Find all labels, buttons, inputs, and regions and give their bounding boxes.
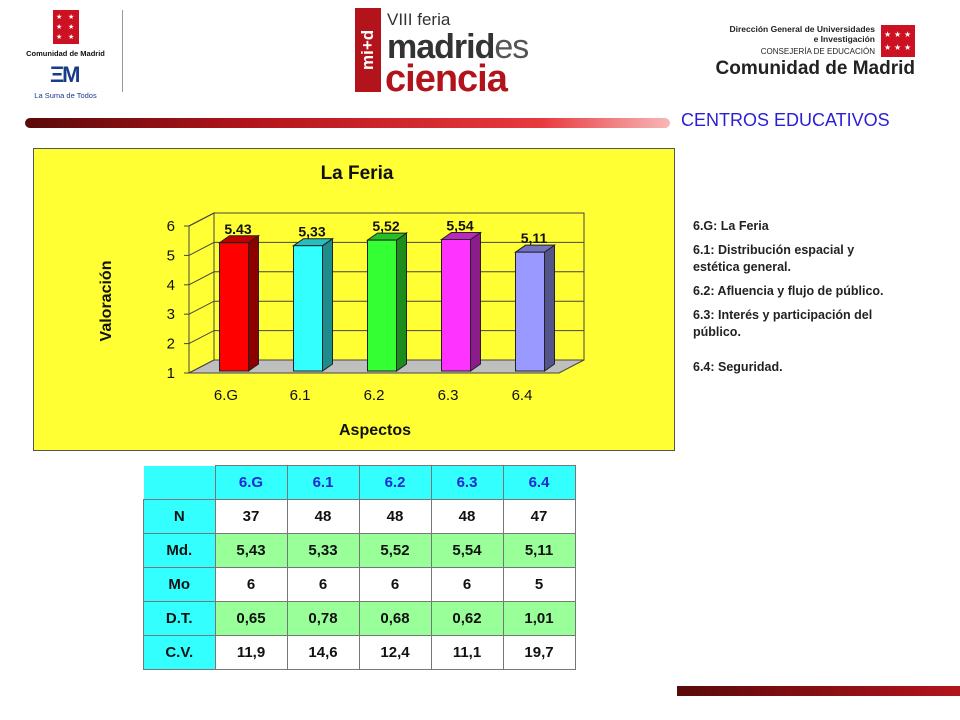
- table-row: [144, 534, 576, 568]
- x-axis-title: Aspectos: [338, 422, 412, 439]
- table-cell: 1,01: [503, 602, 575, 636]
- right-logo-line4: Comunidad de Madrid: [715, 58, 915, 79]
- data-label: 5,33: [298, 223, 326, 240]
- table-row: [144, 602, 576, 636]
- table-cell: 47: [503, 500, 575, 534]
- x-tick-label: 6.3: [437, 387, 459, 404]
- table-cell: 48: [359, 500, 431, 534]
- table-cell: 0,78: [287, 602, 359, 636]
- x-tick-label: 6.1: [289, 387, 311, 404]
- right-logo-line2: e Investigación: [813, 34, 875, 44]
- table-cell: 11,1: [431, 636, 503, 670]
- table-row: [144, 500, 576, 534]
- table-row: [144, 568, 576, 602]
- table-cell: 5,11: [503, 534, 575, 568]
- table-header-row: [144, 466, 576, 500]
- y-tick-label: 3: [166, 306, 175, 324]
- bar: [220, 243, 249, 371]
- footer-red-bar: [677, 686, 960, 696]
- table-cell: 37: [215, 500, 287, 534]
- data-label: 5,11: [520, 230, 548, 247]
- svg-text:★: ★: [894, 30, 902, 39]
- bar: [368, 240, 397, 371]
- right-logo-line3: CONSEJERÍA DE EDUCACIÓN: [760, 47, 875, 56]
- table-cell: 6: [431, 568, 503, 602]
- table-cell: 5,43: [215, 534, 287, 568]
- left-wall: [189, 213, 214, 373]
- stars-icon: [881, 25, 915, 57]
- bar-side: [397, 233, 407, 371]
- feria-es-word: es: [494, 28, 529, 66]
- table-cell: 12,4: [359, 636, 431, 670]
- svg-text:★: ★: [894, 43, 902, 52]
- madrid-flag-icon-right: [881, 25, 915, 57]
- bar: [294, 246, 323, 371]
- feria-madrid-word: madrid: [387, 28, 495, 66]
- header-divider: [122, 10, 123, 92]
- bar-side: [323, 239, 333, 371]
- bar-side: [471, 233, 481, 371]
- direccion-general-logo: [700, 22, 915, 82]
- row-header: N: [144, 500, 216, 534]
- table-cell: 5,52: [359, 534, 431, 568]
- svg-text:★: ★: [884, 30, 892, 39]
- legend-item-6-2: 6.2: Afluencia y flujo de público.: [693, 284, 884, 298]
- table-cell: 5,33: [287, 534, 359, 568]
- y-tick-label: 4: [166, 276, 175, 294]
- table-cell: 48: [287, 500, 359, 534]
- table-cell: 5,54: [431, 534, 503, 568]
- table-cell: 48: [431, 500, 503, 534]
- bar-side: [545, 245, 555, 371]
- y-tick-label: 5: [166, 247, 175, 265]
- row-header: Mo: [144, 568, 216, 602]
- stats-table: [143, 465, 576, 670]
- logo-tagline: La Suma de Todos: [34, 91, 97, 100]
- x-tick-label: 6.G: [213, 387, 239, 404]
- bar: [442, 240, 471, 371]
- y-tick-label: 2: [166, 335, 175, 353]
- svg-text:★: ★: [884, 43, 892, 52]
- y-tick-label: 6: [166, 218, 175, 235]
- data-label: 5.43: [224, 220, 252, 237]
- svg-text:★: ★: [904, 30, 912, 39]
- logo-name: Comunidad de Madrid: [26, 49, 105, 58]
- header-red-bar: [25, 118, 670, 128]
- bar-side: [249, 236, 259, 371]
- table-header-cell: 6.1: [287, 466, 359, 500]
- row-header: D.T.: [144, 602, 216, 636]
- y-tick-label: 1: [166, 365, 175, 382]
- table-cell: 5: [503, 568, 575, 602]
- table-header-cell: 6.2: [359, 466, 431, 500]
- madrid-flag-icon: ★ ★ ★ ★ ★ ★: [53, 10, 79, 44]
- bar-chart: [33, 148, 675, 451]
- chart-svg: [34, 149, 676, 452]
- feria-logo: [355, 8, 555, 98]
- svg-text:★: ★: [904, 43, 912, 52]
- x-tick-label: 6.4: [511, 387, 533, 404]
- table-header-cell: 6.3: [431, 466, 503, 500]
- feria-ciencia: ciencia: [385, 58, 507, 100]
- row-header: C.V.: [144, 636, 216, 670]
- y-axis-title: Valoración: [98, 260, 115, 342]
- table-cell: 0,68: [359, 602, 431, 636]
- table-row: [144, 636, 576, 670]
- data-label: 5,54: [446, 217, 474, 234]
- legend-item-6-3: 6.3: Interés y participación del público.: [693, 308, 873, 339]
- legend: [693, 218, 898, 383]
- data-label: 5,52: [372, 218, 400, 235]
- table-cell: 6: [215, 568, 287, 602]
- table-header-cell: 6.4: [503, 466, 575, 500]
- legend-item-6g: 6.G: La Feria: [693, 219, 769, 233]
- table-header-cell: 6.G: [215, 466, 287, 500]
- feria-edition: VIII feria: [387, 10, 451, 29]
- chart-title: La Feria: [320, 163, 394, 184]
- table-cell: 6: [359, 568, 431, 602]
- comunidad-madrid-logo: [18, 10, 113, 100]
- legend-item-6-4: 6.4: Seguridad.: [693, 360, 783, 374]
- table-corner: [144, 466, 216, 500]
- table-cell: 19,7: [503, 636, 575, 670]
- legend-item-6-1: 6.1: Distribución espacial y estética general.: [693, 243, 855, 274]
- right-logo-line1: Dirección General de Universidades: [729, 24, 875, 34]
- mid-mark: mi+d: [355, 8, 381, 92]
- section-title: CENTROS EDUCATIVOS: [681, 110, 890, 130]
- row-header: Md.: [144, 534, 216, 568]
- table-cell: 11,9: [215, 636, 287, 670]
- bar: [516, 252, 545, 371]
- sm-logo-mark: ΞM: [50, 62, 79, 87]
- table-cell: 0,62: [431, 602, 503, 636]
- table-cell: 14,6: [287, 636, 359, 670]
- table-cell: 6: [287, 568, 359, 602]
- table-cell: 0,65: [215, 602, 287, 636]
- x-tick-label: 6.2: [363, 387, 385, 404]
